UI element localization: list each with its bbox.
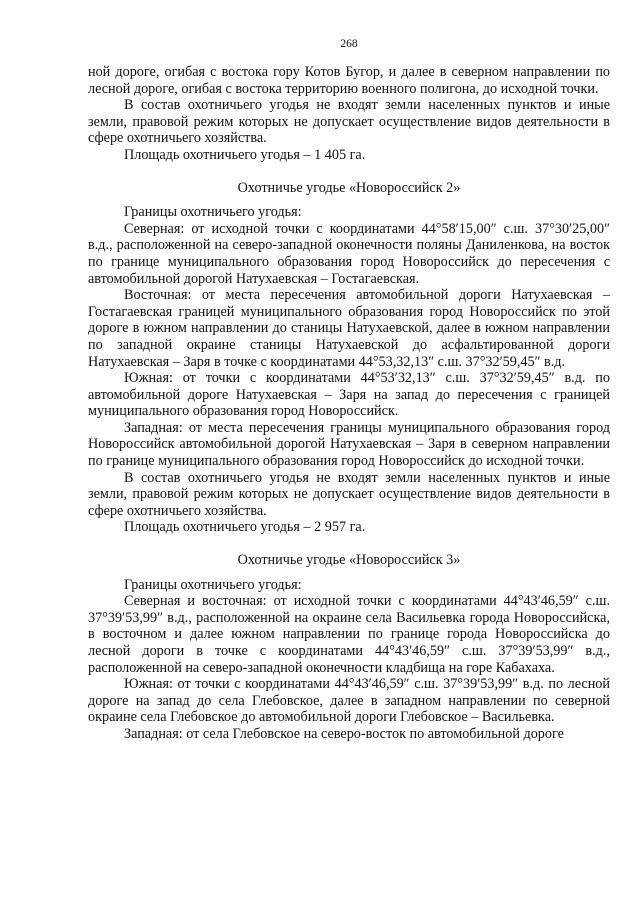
boundary-west-3: Западная: от села Глебовское на северо-восток по автомобильной дороге <box>124 725 564 742</box>
page-number: 268 <box>340 38 358 50</box>
paragraph-area-1: Площадь охотничьего угодья – 1 405 га. <box>124 146 366 163</box>
boundary-west-2: Западная: от места пересечения границы муниципального образования город Новороссийск автомобильной дорогой Натухаевская – Заря в северном направлении по границе муниципального образования город Новороссийск до исходной точки. <box>88 419 610 470</box>
boundary-north-east-3: Северная и восточная: от исходной точки с координатами 44°43′46,59″ с.ш. 37°39′53,99″ в.д., расположенной на окраине села Васильевка города Новороссийска, в восточном и далее южном направлении по границе города Новороссийска до лесной дороги в точке с координатами 44°43′46,59″ с.ш. 37°39′53,99″ в.д., расположенной на северо-западной оконечности кладбища на горе Кабахаха. <box>88 593 610 676</box>
paragraph-exclusion-2: В состав охотничьего угодья не входят земли населенных пунктов и иные земли, правовой режим которых не допускает осуществление видов деятельности в сфере охотничьего хозяйства. <box>88 469 610 519</box>
paragraph-area-2: Площадь охотничьего угодья – 2 957 га. <box>124 519 366 536</box>
boundary-south-2: Южная: от точки с координатами 44°53′32,13″ с.ш. 37°32′59,45″ в.д. по автомобильной дороге Натухаевская – Заря на запад до пересечения с границей муниципального образования город Новороссийск. <box>88 370 610 420</box>
section-heading-novorossiysk-2: Охотничье угодье «Новороссийск 2» <box>237 179 461 196</box>
boundaries-label-2: Границы охотничьего угодья: <box>124 204 302 221</box>
paragraph-continuation: ной дороге, огибая с востока гору Котов Бугор, и далее в северном направлении по лесной дороге, огибая с востока территорию военного полигона, до исходной точки. <box>88 64 610 97</box>
document-body <box>88 64 610 743</box>
boundary-south-3: Южная: от точки с координатами 44°43′46,59″ с.ш. 37°39′53,99″ в.д. по лесной дороге на запад до села Глебовское, далее в западном направлении по северной окраине села Глебовское до автомобильной дороги Глебовское – Васильевка. <box>88 676 610 726</box>
boundary-north-2: Северная: от исходной точки с координатами 44°58′15,00″ с.ш. 37°30′25,00″ в.д., расположенной на северо-западной оконечности поляны Даниленкова, на восток по границе муниципального образования город Новороссийск до пересечения с автомобильной дорогой Натухаевская – Гостагаевская. <box>88 220 610 287</box>
paragraph-exclusion-1: В состав охотничьего угодья не входят земли населенных пунктов и иные земли, правовой режим которых не допускает осуществление видов деятельности в сфере охотничьего хозяйства. <box>88 97 610 147</box>
boundaries-label-3: Границы охотничьего угодья: <box>124 576 302 593</box>
section-heading-novorossiysk-3: Охотничье угодье «Новороссийск 3» <box>237 552 461 569</box>
boundary-east-2: Восточная: от места пересечения автомобильной дороги Натухаевская – Гостагаевская границей муниципального образования город Новороссийск по этой дороге в южном направлении до станицы Натухаевской, далее в южном направлении по западной окраине станицы Натухаевской до асфальтированной дороги Натухаевская – Заря в точке с координатами 44°53,32,13″ с.ш. 37°32′59,45″ в.д. <box>88 287 610 370</box>
